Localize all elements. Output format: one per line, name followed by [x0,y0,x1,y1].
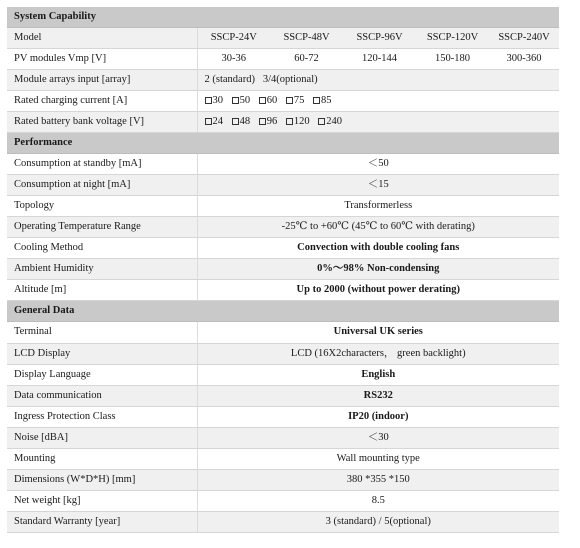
checkbox-option[interactable] [259,95,278,107]
section-title: System Capability [7,7,559,28]
table-row [7,406,559,427]
checkbox-option[interactable] [232,116,251,128]
row-label: Topology [7,196,197,217]
table-row [7,217,559,238]
checkbox-icon[interactable] [205,118,212,125]
checkbox-icon[interactable] [286,118,293,125]
value-cell: -25℃ to +60℃ (45℃ to 60℃ with derating) [197,217,559,238]
section-header-general [7,301,559,322]
checkbox-label: 24 [212,116,223,128]
checkbox-label: 30 [212,95,223,107]
table-row [7,511,559,532]
value-cell: RS232 [197,385,559,406]
value-cell: 3 (standard) / 5(optional) [197,511,559,532]
checkbox-label: 60 [266,95,278,107]
row-label: Operating Temperature Range [7,217,197,238]
checkbox-label: 50 [239,95,251,107]
model-cell: SSCP-96V [343,28,416,49]
table-row [7,322,559,343]
checkbox-icon[interactable] [318,118,325,125]
value-cell: 8.5 [197,490,559,511]
value-cell: 30-36 [197,49,270,70]
row-label: Noise [dBA] [7,427,197,448]
table-row [7,490,559,511]
table-row [7,28,559,49]
table-row [7,238,559,259]
table-row [7,385,559,406]
table-row [7,448,559,469]
checkbox-label: 75 [293,95,305,107]
checkbox-label: 120 [293,116,310,128]
table-row [7,259,559,280]
checkbox-option[interactable] [313,95,332,107]
row-label: PV modules Vmp [V] [7,49,197,70]
row-label: Ambient Humidity [7,259,197,280]
value-cell: ＜30 [197,427,559,448]
row-label: Cooling Method [7,238,197,259]
value-cell: LCD (16X2characters， green backlight) [197,343,559,364]
value-cell: Up to 2000 (without power derating) [197,280,559,301]
checkbox-icon[interactable] [259,97,266,104]
value-cell: 0%～98% Non-condensing [197,259,559,280]
row-label: Net weight [kg] [7,490,197,511]
value-cell: ＜50 [197,154,559,175]
value-cell: 300-360 [489,49,559,70]
checkbox-option[interactable] [232,95,251,107]
checkbox-group [197,112,559,133]
row-label: Display Language [7,364,197,385]
value-cell: English [197,364,559,385]
checkbox-icon[interactable] [286,97,293,104]
model-cell: SSCP-240V [489,28,559,49]
checkbox-icon[interactable] [259,118,266,125]
row-label: Dimensions (W*D*H) [mm] [7,469,197,490]
value-cell: ＜15 [197,175,559,196]
row-label: Ingress Protection Class [7,406,197,427]
row-label: Rated battery bank voltage [V] [7,112,197,133]
section-header-system [7,7,559,28]
checkbox-option[interactable] [205,116,224,128]
row-label: Altitude [m] [7,280,197,301]
row-label: Consumption at night [mA] [7,175,197,196]
checkbox-icon[interactable] [205,97,212,104]
checkbox-icon[interactable] [232,97,239,104]
checkbox-label: 240 [326,116,342,128]
checkbox-group [197,91,559,112]
checkbox-option[interactable] [286,95,305,107]
table-row [7,70,559,91]
value-cell: 150-180 [416,49,489,70]
row-label: Module arrays input [array] [7,70,197,91]
row-label: Standard Warranty [year] [7,511,197,532]
checkbox-label: 48 [239,116,251,128]
value-cell: Universal UK series [197,322,559,343]
table-row [7,175,559,196]
spec-table [7,7,559,533]
checkbox-icon[interactable] [313,97,320,104]
table-row [7,196,559,217]
value-cell: Wall mounting type [197,448,559,469]
table-row [7,280,559,301]
checkbox-icon[interactable] [232,118,239,125]
table-row [7,343,559,364]
section-title: Performance [7,133,559,154]
table-row [7,49,559,70]
model-cell: SSCP-48V [270,28,343,49]
value-cell: Transformerless [197,196,559,217]
row-label: Consumption at standby [mA] [7,154,197,175]
value-cell: IP20 (indoor) [197,406,559,427]
model-cell: SSCP-120V [416,28,489,49]
section-title: General Data [7,301,559,322]
checkbox-label: 96 [266,116,278,128]
checkbox-label: 85 [321,95,332,107]
value-cell: 120-144 [343,49,416,70]
value-cell: 380 *355 *150 [197,469,559,490]
table-row [7,469,559,490]
row-label: Rated charging current [A] [7,91,197,112]
value-cell: 60-72 [270,49,343,70]
checkbox-option[interactable] [286,116,310,128]
value-cell: Convection with double cooling fans [197,238,559,259]
row-label: Mounting [7,448,197,469]
row-label: Data communication [7,385,197,406]
table-row [7,154,559,175]
section-header-performance [7,133,559,154]
row-label: Model [7,28,197,49]
checkbox-option[interactable] [205,95,224,107]
checkbox-option[interactable] [259,116,278,128]
table-row [7,364,559,385]
table-row [7,112,559,133]
table-row [7,427,559,448]
row-label: LCD Display [7,343,197,364]
model-cell: SSCP-24V [197,28,270,49]
table-row [7,91,559,112]
checkbox-option[interactable] [318,116,342,128]
value-cell: 2 (standard) 3/4(optional) [197,70,559,91]
row-label: Terminal [7,322,197,343]
